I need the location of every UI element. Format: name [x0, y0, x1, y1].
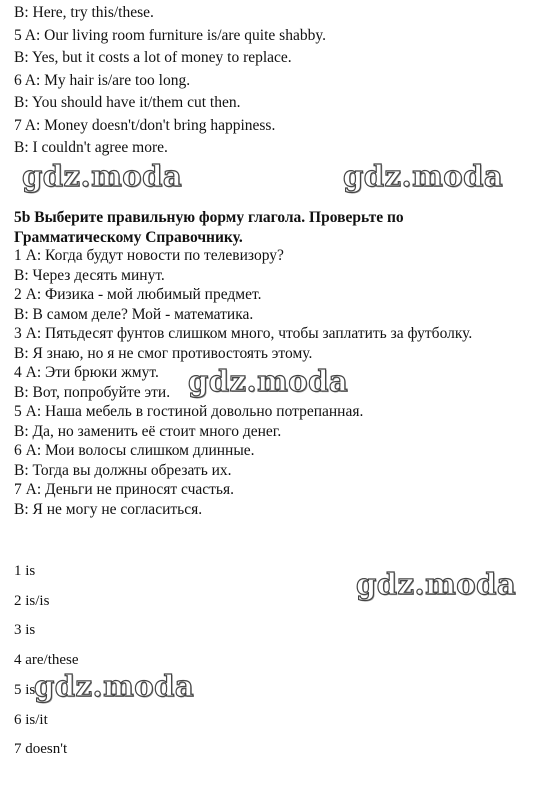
translation-line: 7 А: Деньги не приносят счастья. [14, 481, 234, 498]
answer-item: 2 is/is [14, 593, 50, 609]
dialogue-line: B: You should have it/them cut then. [14, 94, 241, 111]
section-heading-line-2: Грамматическому Справочнику. [14, 229, 243, 246]
answer-item: 6 is/it [14, 712, 48, 728]
answer-item: 1 is [14, 563, 36, 579]
translation-line: 6 А: Мои волосы слишком длинные. [14, 442, 255, 459]
dialogue-line: 6 A: My hair is/are too long. [14, 72, 191, 89]
watermark: gdz.moda [343, 159, 504, 193]
translation-line: 5 А: Наша мебель в гостиной довольно потрепанная. [14, 403, 364, 420]
translation-line: В: В самом деле? Мой - математика. [14, 306, 254, 323]
translation-line: 4 А: Эти брюки жмут. [14, 364, 159, 381]
answer-item: 7 doesn't [14, 741, 68, 757]
translation-line: 3 А: Пятьдесят фунтов слишком много, чтобы заплатить за футболку. [14, 325, 473, 342]
translation-line: В: Тогда вы должны обрезать их. [14, 462, 232, 479]
translation-line: В: Вот, попробуйте эти. [14, 384, 171, 401]
translation-line: В: Я не могу не согласиться. [14, 501, 203, 518]
translation-line: 1 А: Когда будут новости по телевизору? [14, 247, 284, 264]
watermark: gdz.moda [22, 159, 183, 193]
watermark: gdz.moda [356, 567, 517, 601]
translation-line: В: Через десять минут. [14, 267, 165, 284]
translation-line: В: Я знаю, но я не смог противостоять этому. [14, 345, 313, 362]
answer-item: 4 are/these [14, 652, 79, 668]
translation-line: 2 А: Физика - мой любимый предмет. [14, 286, 262, 303]
watermark: gdz.moda [34, 669, 195, 703]
dialogue-line: 7 A: Money doesn't/don't bring happiness. [14, 117, 276, 134]
dialogue-line: B: I couldn't agree more. [14, 139, 168, 156]
dialogue-line: B: Yes, but it costs a lot of money to replace. [14, 49, 292, 66]
translation-line: В: Да, но заменить её стоит много денег. [14, 423, 282, 440]
dialogue-line: B: Here, try this/these. [14, 4, 154, 21]
watermark: gdz.moda [188, 364, 349, 398]
dialogue-line: 5 A: Our living room furniture is/are quite shabby. [14, 27, 326, 44]
answer-item: 5 is [14, 682, 36, 698]
section-heading-line-1: 5b Выберите правильную форму глагола. Проверьте по [14, 209, 404, 226]
answer-item: 3 is [14, 622, 36, 638]
